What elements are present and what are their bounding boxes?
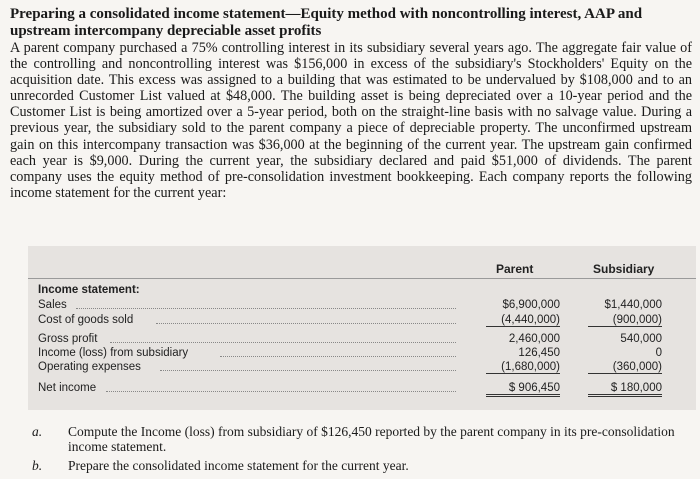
parent-value: (4,440,000) xyxy=(486,314,560,327)
header-divider xyxy=(28,278,696,279)
leader-dots xyxy=(76,307,456,309)
section-label: Income statement: xyxy=(38,284,140,296)
table-row xyxy=(28,361,696,375)
table-row xyxy=(28,382,696,398)
table-row xyxy=(28,314,696,328)
row-label: Income (loss) from subsidiary xyxy=(38,347,189,359)
table-row xyxy=(28,347,696,361)
table-row xyxy=(28,333,696,347)
question-text: Prepare the consolidated income statement for the current year. xyxy=(68,458,409,473)
parent-value: 2,460,000 xyxy=(508,333,560,345)
leader-dots xyxy=(220,355,456,357)
row-label: Cost of goods sold xyxy=(38,314,134,326)
question-list xyxy=(32,424,692,477)
question-letter: b. xyxy=(32,458,43,473)
problem-paragraph: A parent company purchased a 75% controlling interest in its subsidiary several years ago. The aggregate fair value of the controlling and noncontrolling interest was $156,000 in excess of the subsidiary's Stockholders' Equity on the acquisition date. This excess was assigned to a building that was estimated to be undervalued by $108,000 and to an unrecorded Customer List valued at $48,000. The building asset is being depreciated over a 10-year period and the Customer List is being amortized over a 5-year period, both on the straight-line basis with no salvage value. During a previous year, the subsidiary sold to the parent company a piece of depreciable property. The unconfirmed upstream gain on this intercompany transaction was $36,000 at the beginning of the current year. The upstream gain confirmed each year is $9,000. During the current year, the subsidiary declared and paid $51,000 of dividends. The parent company uses the equity method of pre-consolidation investment bookkeeping. Each company reports the following income statement for the current year: xyxy=(10,40,692,201)
problem-title: Preparing a consolidated income statement—Equity method with noncontrolling interest, AAP and upstream intercompany depreciable asset profits xyxy=(10,6,643,39)
subsidiary-value: $1,440,000 xyxy=(604,299,662,311)
question-item xyxy=(32,424,692,454)
leader-dots xyxy=(160,369,456,371)
parent-value: $6,900,000 xyxy=(502,299,560,311)
row-label: Sales xyxy=(38,299,67,311)
row-label: Gross profit xyxy=(38,333,98,345)
subsidiary-value: (360,000) xyxy=(588,361,662,374)
parent-value: $ 906,450 xyxy=(486,382,560,397)
leader-dots xyxy=(106,390,456,392)
subsidiary-value: 0 xyxy=(655,347,662,359)
column-header-subsidiary: Subsidiary xyxy=(593,262,655,276)
problem-statement xyxy=(10,6,692,201)
table-row xyxy=(28,299,696,313)
leader-dots xyxy=(156,322,456,324)
question-text: Compute the Income (loss) from subsidiary of $126,450 reported by the parent company in its pre-consolidation income statement. xyxy=(68,424,675,454)
income-statement-table xyxy=(28,246,696,410)
subsidiary-value: (900,000) xyxy=(588,314,662,327)
subsidiary-value: $ 180,000 xyxy=(588,382,662,397)
parent-value: (1,680,000) xyxy=(486,361,560,374)
column-header-parent: Parent xyxy=(496,262,534,276)
question-letter: a. xyxy=(32,424,43,439)
parent-value: 126,450 xyxy=(518,347,560,359)
subsidiary-value: 540,000 xyxy=(620,333,662,345)
row-label: Net income xyxy=(38,382,97,394)
leader-dots xyxy=(110,341,456,343)
question-item xyxy=(32,458,692,473)
row-label: Operating expenses xyxy=(38,361,141,373)
